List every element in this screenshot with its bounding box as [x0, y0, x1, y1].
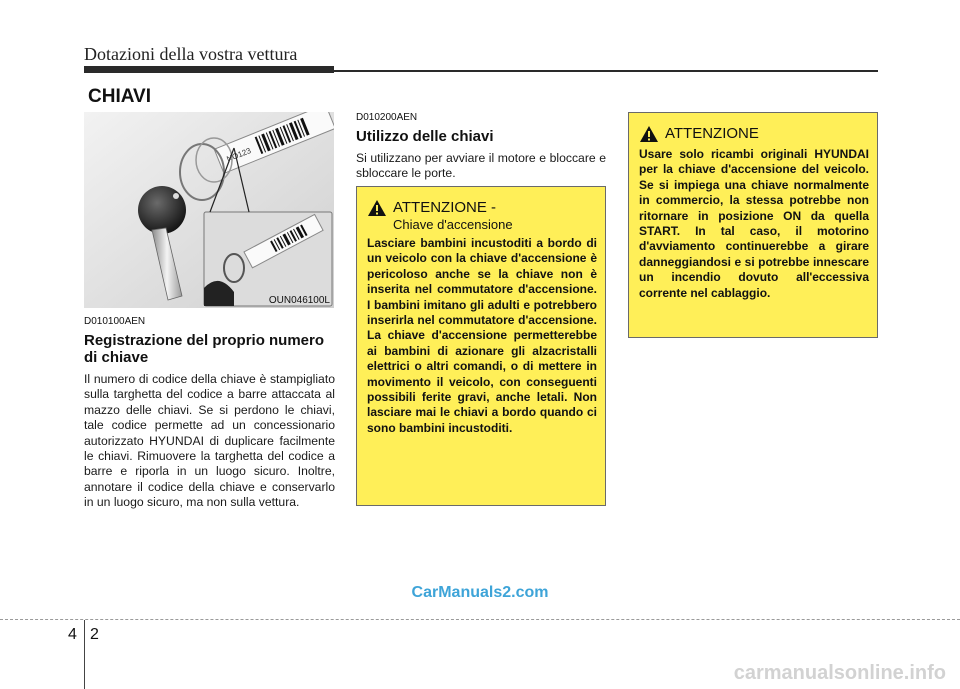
header-title: Dotazioni della vostra vettura [84, 44, 298, 64]
warning-box-ignition-key [356, 186, 606, 506]
subsection-heading: Utilizzo delle chiavi [356, 128, 494, 145]
page-section-number: 4 [68, 626, 77, 643]
warning-header [639, 125, 869, 143]
body-paragraph: Si utilizzano per avviare il motore e bloccare e sbloccare le porte. [356, 151, 606, 181]
figure-caption: OUN046100L [268, 295, 330, 306]
watermark-link[interactable]: CarManuals2.com [411, 584, 549, 601]
header-rule-thin [334, 70, 878, 72]
warning-text: Usare solo ricambi originali HYUNDAI per la chiave d'accensione del veicolo. Se si impiega una chiave normalmente in commercio, la stessa potrebbe non ritornare in posizione ON da quella START. In tal caso, il motorino d'avviamento continuerebbe a girare danneggiandosi e si potrebbe innescare un incendio dovuto all'eccessiva corrente nel cablaggio. [639, 147, 869, 300]
page-number: 2 [90, 626, 99, 643]
warning-box-genuine-parts [628, 112, 878, 338]
footer-site-watermark: carmanualsonline.info [733, 662, 946, 684]
tag-label: NO123 [225, 146, 253, 164]
warning-header [367, 199, 597, 232]
header-rule-thick [84, 66, 334, 73]
column-key-usage [356, 112, 606, 182]
section-code: D010200AEN [356, 112, 418, 123]
warning-title: ATTENZIONE [665, 125, 759, 142]
warning-triangle-icon [367, 199, 387, 217]
subsection-heading: Registrazione del proprio numero di chiave [84, 332, 325, 366]
warning-text: Lasciare bambini incustoditi a bordo di un veicolo con la chiave d'accensione è pericoloso anche se la chiave non è inserita nel commutatore d'accensione. I bambini imitano gli adulti e potrebbero inserirla nel commutatore d'accensione. La chiave d'accensione permetterebbe ai bambini di azionare gli alzacristalli elettrici o altri comandi, o di mettere in movimento il veicolo, con conseguenti possibili ferite gravi, anche letali. Non lasciare mai le chiavi a bordo quando ci sono bambini incustoditi. [367, 236, 597, 435]
section-code: D010100AEN [84, 316, 146, 327]
key-photo [84, 112, 334, 308]
body-paragraph: Il numero di codice della chiave è stampigliato sulla targhetta del codice a barre attaccata al mazzo delle chiavi. Se si perdono le chiavi, tale codice permette ad un concessionario autorizzato HYUNDAI di duplicare facilmente le chiavi. Rimuovere la targhetta del codice a barre e riporla in un luogo sicuro. Inoltre, annotare il codice della chiave e conservarlo in un luogo sicuro, ma non sulla vettura. [84, 372, 335, 510]
footer-page-separator [84, 620, 85, 689]
section-title: CHIAVI [88, 86, 151, 107]
footer-divider [0, 619, 960, 620]
warning-subtitle: Chiave d'accensione [393, 217, 513, 232]
key-illustration [84, 112, 334, 308]
warning-title: ATTENZIONE - [393, 199, 497, 216]
column-key-registration [84, 316, 335, 511]
warning-triangle-icon [639, 125, 659, 143]
